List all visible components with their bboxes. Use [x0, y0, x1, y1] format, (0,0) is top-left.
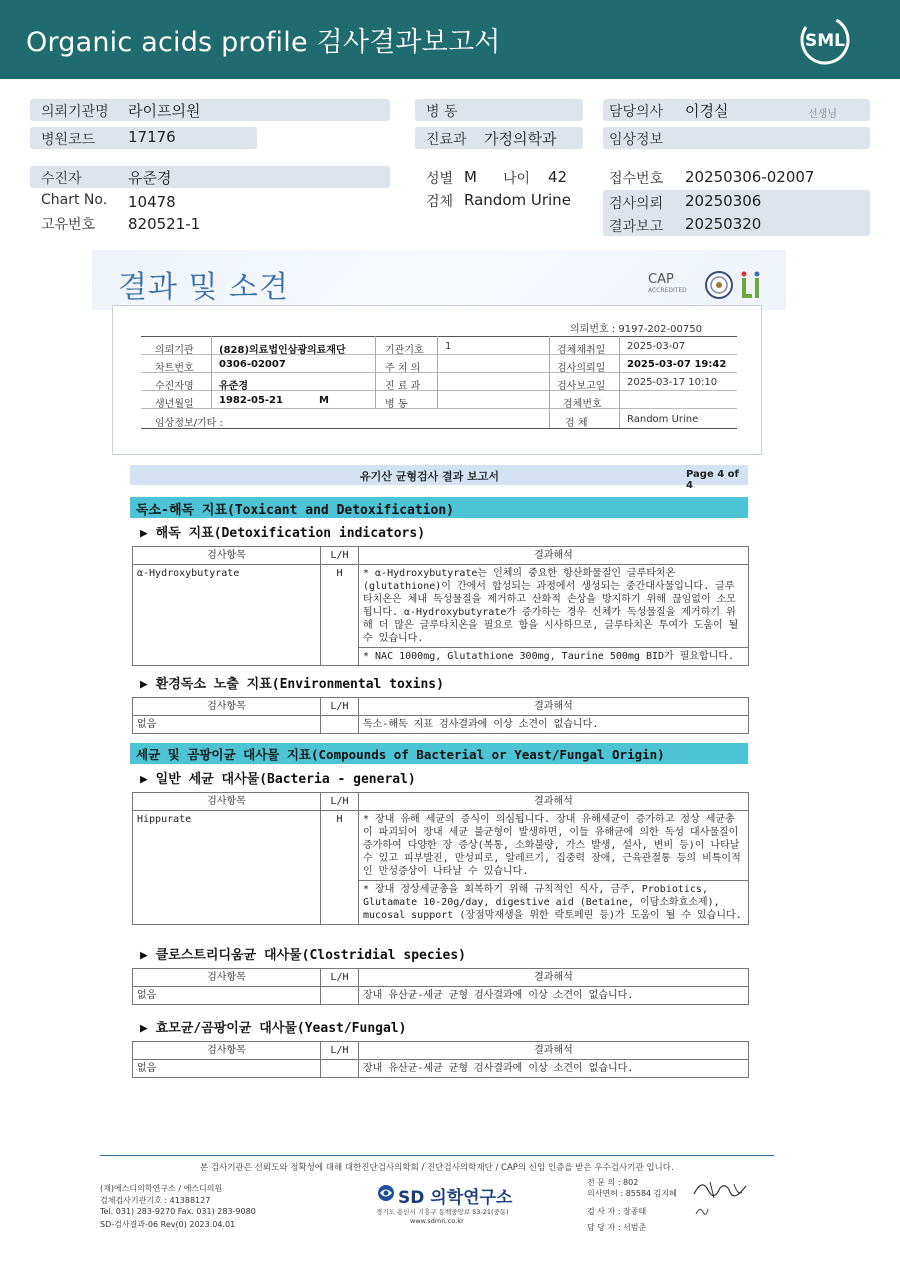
meta-dept-label: 진 료 과 [385, 381, 421, 392]
table-env [132, 697, 749, 734]
table-row [133, 987, 749, 1005]
uid-value: 820521-1 [128, 215, 201, 233]
meta-collect-label: 검체채취일 [557, 345, 606, 356]
meta-ward-label: 병 동 [385, 399, 408, 410]
col-item: 검사항목 [133, 698, 321, 716]
examinee-value: 유준경 [128, 169, 172, 187]
interp-cell: * 장내 유해 세균의 증식이 의심됩니다. 장내 유해세균이 증가하고 정상 세균총이 파괴되어 장내 세균 불균형이 발생하면, 이들 유해균에 의한 독성 대사물질이 증가하여 다양한 장 증상(복통, 소화불량, 가스 발생, 설사, 변비 등)이 나타날 수 있고 피부발진, 만성피로, 알레르기, 집중력 장애, 근육관절통 등의 비특이적인 만성증상이 나타날 수 있습니다. [359, 811, 749, 881]
table-detox [132, 546, 749, 666]
item-cell: 없음 [133, 1060, 321, 1078]
meta-dob-label: 생년월일 [155, 399, 194, 410]
table-row [133, 1060, 749, 1078]
col-interp: 결과해석 [359, 793, 749, 811]
footer-license: 의사면허 : 85584 김지혜 [587, 1189, 677, 1198]
sub-bacteria: ▶ 일반 세균 대사물(Bacteria - general) [140, 772, 416, 787]
meta-rep-label: 검사보고일 [557, 381, 606, 392]
code-label: 병원코드 [41, 132, 96, 148]
interp-cell: 장내 유산균-세균 균형 검사결과에 이상 소견이 없습니다. [359, 987, 749, 1005]
meta-sex: M [319, 395, 329, 406]
report-heading: 결과 및 소견 [118, 270, 289, 305]
specimen-label: 검체 [426, 194, 454, 210]
flag-cell: H [321, 565, 359, 666]
meta-col-line-4 [549, 336, 550, 428]
footer-brand: SD 의학연구소 [398, 1188, 513, 1208]
dept-label: 진료과 [426, 132, 467, 148]
meta-chart-label: 차트번호 [155, 363, 194, 374]
doctor-suffix: 선생님 [808, 109, 837, 120]
meta-inst-code-label: 기관기호 [385, 345, 424, 356]
col-item: 검사항목 [133, 793, 321, 811]
meta-inst-code: 1 [445, 341, 452, 352]
table-header-row [133, 698, 749, 716]
table-header-row [133, 1042, 749, 1060]
meta-spno-label: 검체번호 [563, 399, 602, 410]
report-label: 결과보고 [609, 219, 664, 235]
report-title: 유기산 균형검사 결과 보고서 [360, 470, 499, 483]
meta-doctor-label: 주 치 의 [385, 363, 421, 374]
sex-value: M [464, 168, 477, 186]
meta-rep: 2025-03-17 10:10 [627, 377, 718, 388]
col-interp: 결과해석 [359, 547, 749, 565]
meta-divider-top [141, 336, 737, 337]
report-meta-box [112, 305, 762, 455]
request-number: 의뢰번호 : 9197-202-00750 [570, 324, 702, 335]
institution-value: 라이프의원 [128, 102, 201, 120]
code-value: 17176 [128, 128, 176, 146]
interp-cell: 장내 유산균-세균 균형 검사결과에 이상 소견이 없습니다. [359, 1060, 749, 1078]
lm-logo-icon [739, 270, 765, 300]
col-lh: L/H [321, 698, 359, 716]
meta-chart: 0306-02007 [219, 359, 286, 370]
meta-divider-bottom [141, 428, 737, 429]
table-header-row [133, 969, 749, 987]
sml-logo [798, 14, 852, 66]
clinical-label: 임상정보 [609, 132, 664, 148]
section-bacterial-title: 세균 및 곰팡이균 대사물 지표(Compounds of Bacterial or Yeast/Fungal Origin) [136, 747, 665, 762]
footer-notice: 본 검사기관은 신뢰도와 정확성에 대해 대한진단검사의학회 / 진단검사의학재단 / CAP의 신임 인증을 받은 우수검사기관 입니다. [200, 1163, 674, 1173]
table-header-row [133, 547, 749, 565]
meta-col-line-5 [619, 336, 620, 428]
recommend-cell: * 장내 정상세균총을 회복하기 위해 규칙적인 식사, 금주, Probiotics, Glutamate 10-20g/day, digestive aid (Betaine, 이담소화효소제), mucosal support (장점막재생을 위한 락토페린 등)가 도움이 될 수 있습니다. [359, 881, 749, 925]
flag-cell: H [321, 811, 359, 925]
flag-cell [321, 1060, 359, 1078]
footer-address: 경기도 용인시 기흥구 동백중앙로 53-21(중동) [376, 1208, 509, 1216]
footer-form: SD-검사결과-06 Rev(0) 2023.04.01 [100, 1220, 236, 1229]
sd-logo-icon [376, 1184, 396, 1202]
request-label: 검사의뢰 [609, 196, 664, 212]
flag-cell [321, 716, 359, 734]
table-row [133, 811, 749, 881]
footer-web: www.sdmri.co.kr [410, 1217, 464, 1225]
col-item: 검사항목 [133, 969, 321, 987]
section-toxicant [130, 497, 748, 518]
col-item: 검사항목 [133, 547, 321, 565]
footer-code: 검체검사기관기호 : 41388127 [100, 1196, 211, 1205]
col-interp: 결과해석 [359, 1042, 749, 1060]
meta-req-label: 검사의뢰일 [557, 363, 606, 374]
interp-cell: * α-Hydroxybutyrate는 인체의 중요한 항산화물질인 글루타치온(glutathione)이 간에서 합성되는 과정에서 생성되는 중간대사물입니다. 글루타치온은 체내 독성물질을 제거하고 산화적 손상을 방지하기 위해 끊임없이 소모됩니다. α-Hydroxybutyrate가 증가하는 경우 신체가 독성물질을 제거하기 위해 더 많은 글루타치온을 필요로 함을 시사하므로, 글루타치온 투여가 도움이 될 수 있습니다. [359, 565, 749, 648]
meta-row-line-4 [141, 408, 737, 409]
doctor-value: 이경실 [685, 102, 729, 120]
meta-clin-label: 임상정보/기타 : [155, 418, 223, 429]
meta-dob: 1982-05-21 [219, 395, 283, 406]
col-interp: 결과해석 [359, 969, 749, 987]
embedded-report [92, 250, 786, 1074]
page-title: Organic acids profile 검사결과보고서 [26, 27, 501, 58]
table-header-row [133, 793, 749, 811]
item-cell: 없음 [133, 716, 321, 734]
table-bacteria [132, 792, 749, 925]
page-indicator: Page 4 of 4 [686, 469, 739, 491]
cap-logo: CAP [648, 272, 674, 287]
sex-label: 성별 [426, 171, 454, 187]
table-row [133, 716, 749, 734]
signature-small [694, 1204, 710, 1218]
col-item: 검사항목 [133, 1042, 321, 1060]
examinee-label: 수진자 [41, 171, 82, 187]
examinee-row [30, 166, 390, 188]
flag-cell [321, 987, 359, 1005]
logo-text: SML [805, 31, 845, 51]
meta-inst: (828)의료법인삼광의료재단 [219, 345, 346, 356]
col-lh: L/H [321, 969, 359, 987]
dept-value: 가정의학과 [484, 130, 557, 148]
meta-collect: 2025-03-07 [627, 341, 686, 352]
footer-tester: 검 사 자 : 장종태 [587, 1207, 647, 1216]
table-yeast [132, 1041, 749, 1078]
meta-col-line-3 [437, 336, 438, 408]
footer-org: (재)에스디의학연구소 / 에스디의원 [100, 1184, 223, 1193]
footer-divider [100, 1155, 774, 1156]
receipt-label: 접수번호 [609, 171, 664, 187]
meta-col-line-1 [211, 336, 212, 408]
chart-label: Chart No. [41, 192, 108, 208]
ward-label: 병 동 [426, 104, 458, 120]
footer-tel: Tel. 031) 283-9270 Fax. 031) 283-9080 [100, 1207, 256, 1216]
institution-label: 의뢰기관명 [41, 104, 109, 120]
uid-label: 고유번호 [41, 217, 96, 233]
meta-row-line-2 [141, 372, 737, 373]
age-value: 42 [548, 168, 568, 186]
request-value: 20250306 [685, 192, 762, 210]
cap-accredited: ACCREDITED [648, 287, 687, 294]
table-row [133, 565, 749, 648]
col-lh: L/H [321, 547, 359, 565]
chart-value: 10478 [128, 193, 176, 211]
sub-clostridial: ▶ 클로스트리디움균 대사물(Clostridial species) [140, 948, 466, 963]
item-cell: α-Hydroxybutyrate [133, 565, 321, 666]
meta-col-line-2 [375, 336, 376, 408]
recommend-cell: * NAC 1000mg, Glutathione 300mg, Taurine 500mg BID가 필요합니다. [359, 648, 749, 666]
meta-spec: Random Urine [627, 414, 699, 425]
sub-yeast: ▶ 효모균/곰팡이균 대사물(Yeast/Fungal) [140, 1021, 407, 1036]
meta-req: 2025-03-07 19:42 [627, 359, 727, 370]
report-header [0, 0, 900, 79]
report-title-bar [130, 465, 748, 491]
footer-specialist: 전 문 의 : 802 [587, 1178, 639, 1187]
meta-inst-label: 의뢰기관 [155, 345, 194, 356]
specimen-value: Random Urine [464, 191, 571, 209]
meta-spec-label: 검 체 [565, 418, 588, 429]
col-interp: 결과해석 [359, 698, 749, 716]
meta-name: 유준경 [219, 381, 248, 392]
report-value: 20250320 [685, 215, 762, 233]
sub-env: ▶ 환경독소 노출 지표(Environmental toxins) [140, 677, 444, 692]
item-cell: 없음 [133, 987, 321, 1005]
section-toxicant-title: 독소-해독 지표(Toxicant and Detoxification) [136, 503, 454, 518]
section-bacterial [130, 743, 748, 764]
table-clostridial [132, 968, 749, 1005]
doctor-label: 담당의사 [609, 104, 664, 120]
item-cell: Hippurate [133, 811, 321, 925]
footer-manager: 담 당 자 : 서범준 [587, 1223, 647, 1232]
seal-icon [704, 270, 734, 300]
col-lh: L/H [321, 1042, 359, 1060]
report-banner [92, 250, 786, 310]
col-lh: L/H [321, 793, 359, 811]
interp-cell: 독소-해독 지표 검사결과에 이상 소견이 없습니다. [359, 716, 749, 734]
receipt-value: 20250306-02007 [685, 168, 815, 186]
signature-image [690, 1174, 752, 1204]
sub-detox: ▶ 해독 지표(Detoxification indicators) [140, 526, 426, 541]
age-label: 나이 [503, 171, 531, 187]
meta-name-label: 수진자명 [155, 381, 194, 392]
